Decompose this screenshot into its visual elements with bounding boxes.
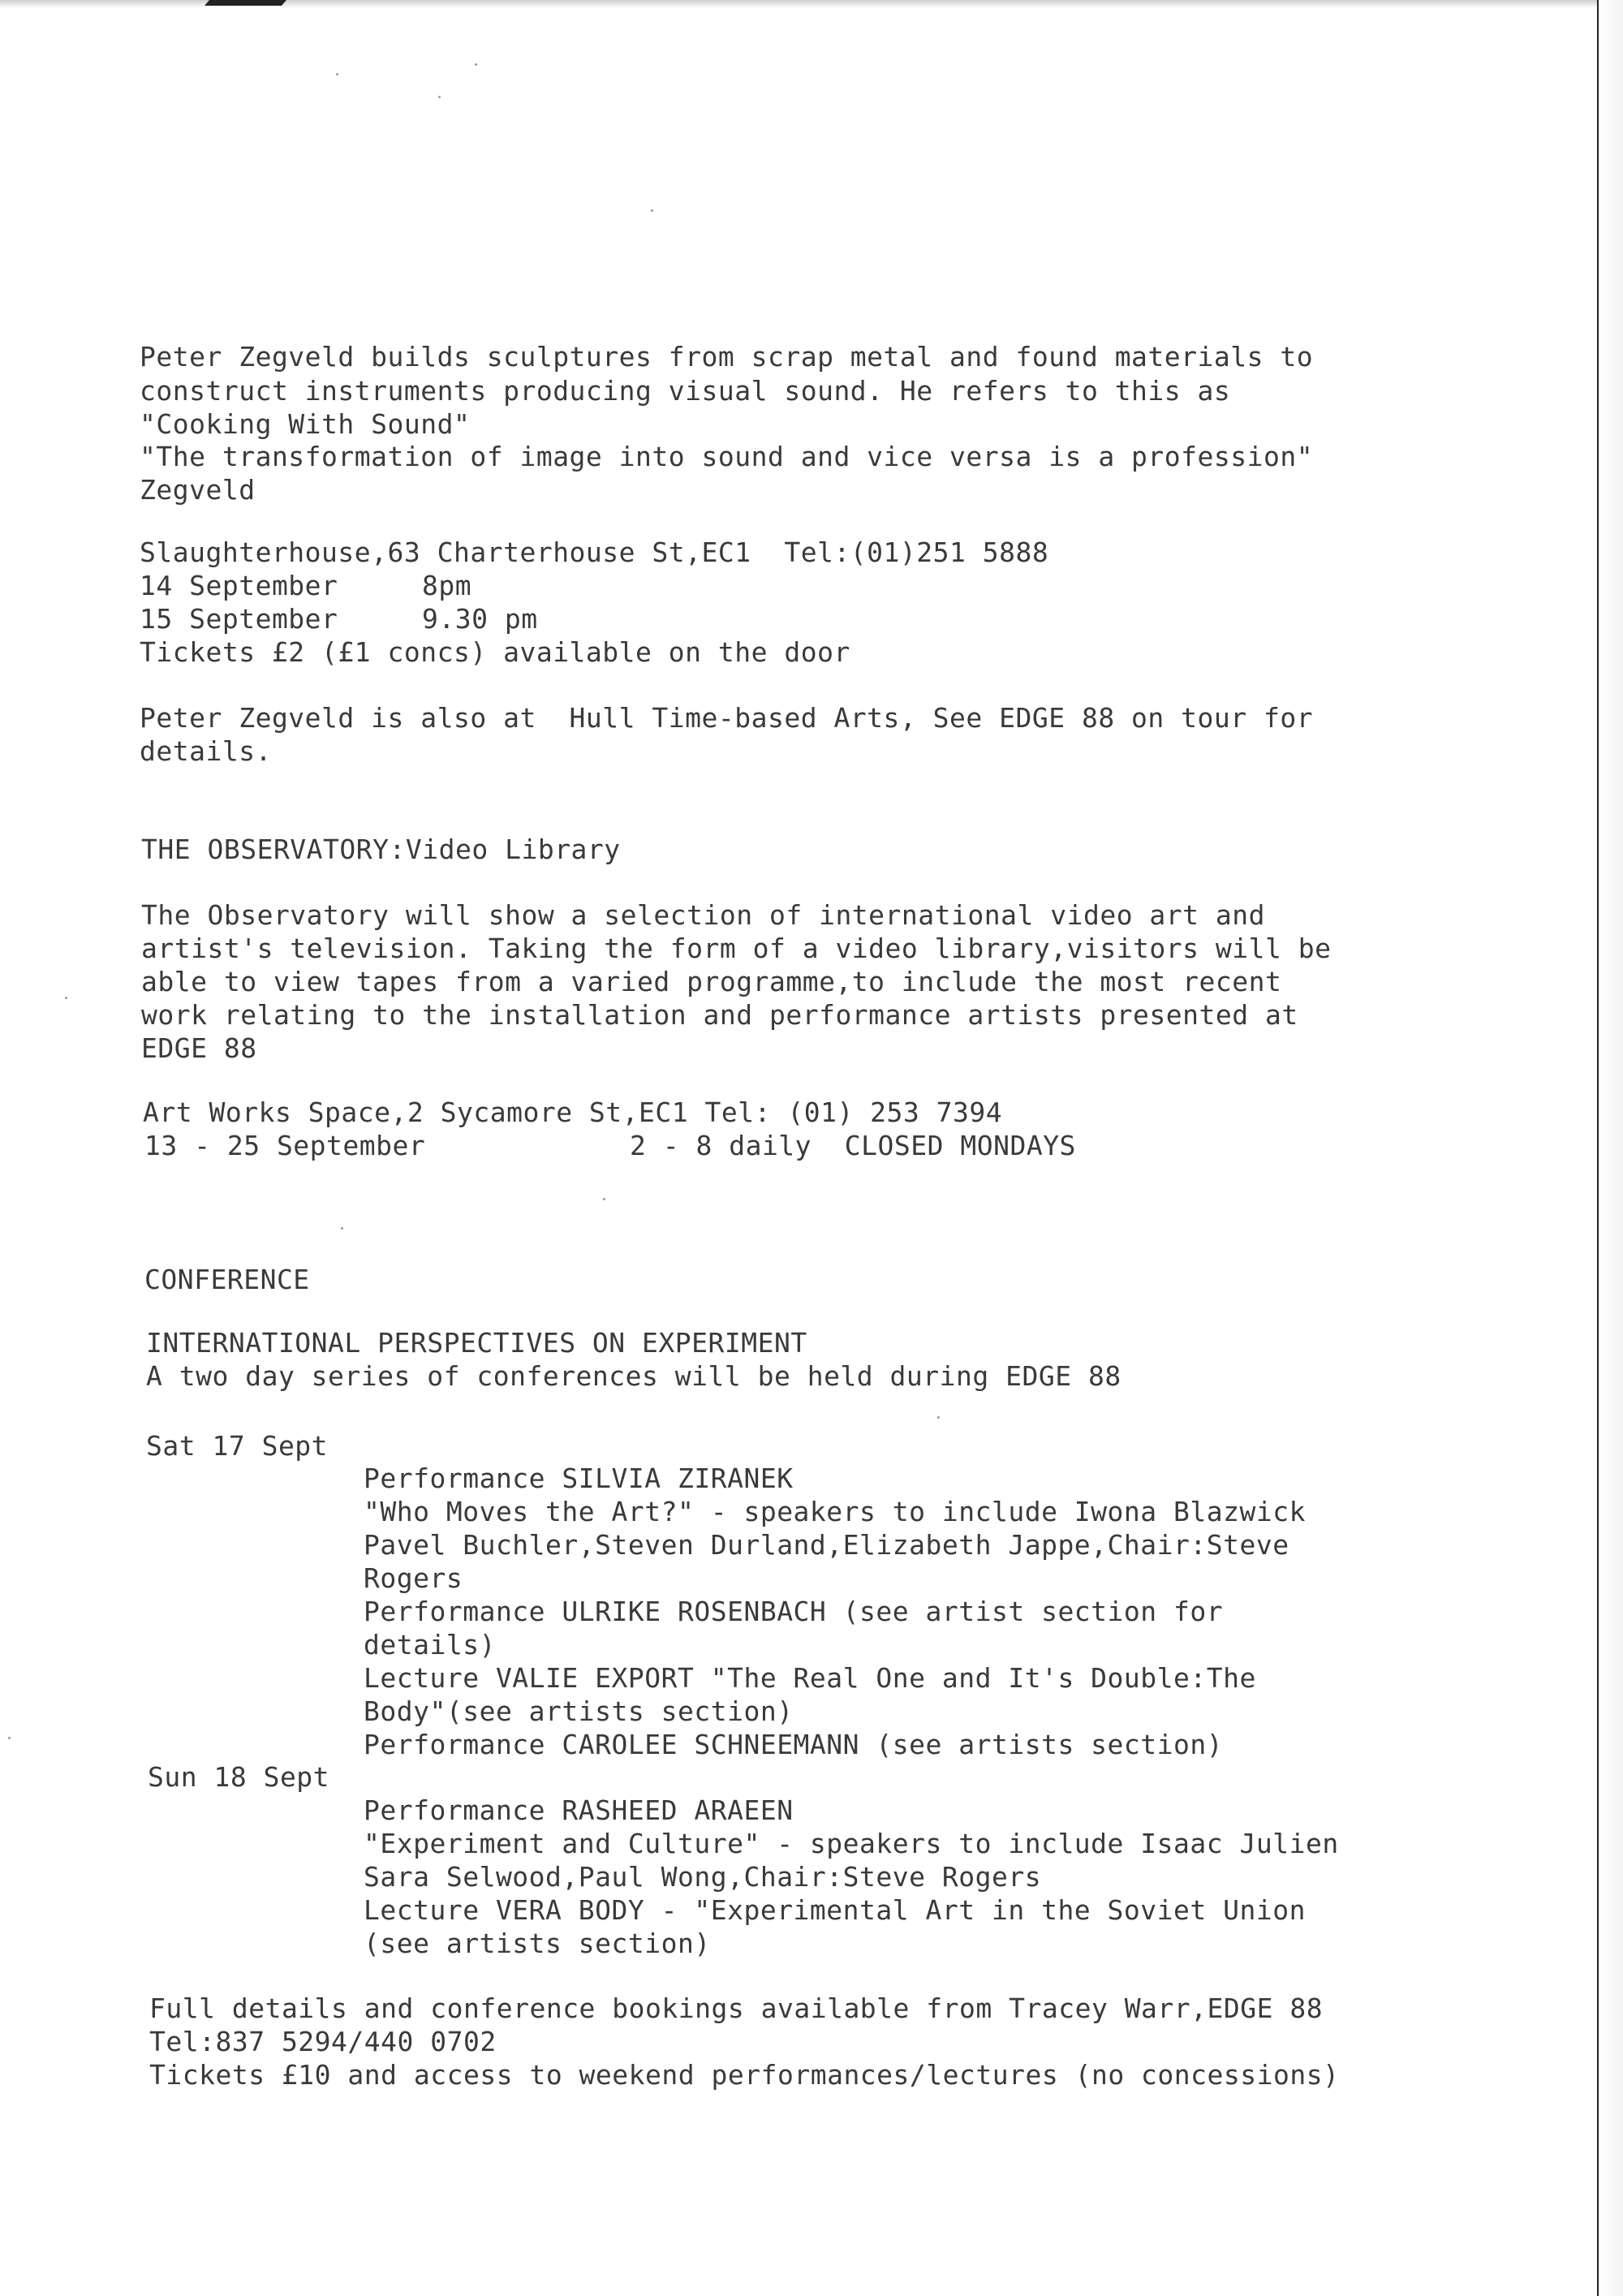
observatory-heading: THE OBSERVATORY:Video Library (141, 834, 621, 865)
conference-intro: A two day series of conferences will be held during EDGE 88 (146, 1360, 1121, 1392)
zegveld-quote-attribution: Zegveld (140, 474, 256, 506)
conference-footer-line: Full details and conference bookings available from Tracey Warr,EDGE 88 (149, 1992, 1324, 2024)
conference-item-line: Sara Selwood,Paul Wong,Chair:Steve Rogers (364, 1861, 1042, 1893)
observatory-hours: 2 - 8 daily CLOSED MONDAYS (630, 1130, 1076, 1161)
zegveld-quote-line: "The transformation of image into sound and vice versa is a profession" (140, 441, 1314, 472)
scan-speck (475, 63, 477, 66)
page-right-edge (1597, 0, 1623, 2296)
scan-speck (336, 73, 338, 75)
conference-footer-line: Tel:837 5294/440 0702 (149, 2026, 497, 2057)
observatory-paragraph-line: artist's television. Taking the form of a video library,visitors will be (141, 933, 1332, 964)
conference-item-line: Performance ULRIKE ROSENBACH (see artist section for (364, 1596, 1224, 1627)
conference-item-line: "Experiment and Culture" - speakers to include Isaac Julien (364, 1828, 1339, 1859)
conference-item-line: Body"(see artists section) (364, 1695, 794, 1727)
conference-item-line: details) (364, 1629, 496, 1661)
scan-speck (65, 997, 67, 999)
conference-item-line: Lecture VALIE EXPORT "The Real One and It's Double:The (364, 1662, 1256, 1694)
zegveld-date: 14 September (140, 570, 338, 601)
conference-day-label: Sun 18 Sept (148, 1761, 330, 1793)
zegveld-tickets: Tickets £2 (£1 concs) available on the door (140, 636, 850, 668)
conference-day-label: Sat 17 Sept (146, 1430, 329, 1462)
observatory-paragraph-line: EDGE 88 (141, 1032, 257, 1064)
observatory-dates: 13 - 25 September (144, 1130, 426, 1161)
conference-item-line: (see artists section) (364, 1928, 711, 1959)
zegveld-paragraph-line: "Cooking With Sound" (140, 408, 471, 440)
observatory-paragraph-line: able to view tapes from a varied programme,to include the most recent (141, 966, 1282, 997)
conference-item-line: Performance RASHEED ARAEEN (364, 1794, 794, 1826)
conference-item-line: Performance CAROLEE SCHNEEMANN (see artists section) (364, 1729, 1224, 1760)
zegveld-time: 9.30 pm (422, 603, 538, 635)
scan-speck (937, 1416, 940, 1419)
observatory-paragraph-line: work relating to the installation and performance artists presented at (141, 999, 1298, 1031)
conference-title: INTERNATIONAL PERSPECTIVES ON EXPERIMENT (146, 1327, 807, 1359)
observatory-venue: Art Works Space,2 Sycamore St,EC1 Tel: (01) 253 7394 (143, 1096, 1003, 1128)
zegveld-also-line: details. (140, 735, 272, 767)
zegveld-date: 15 September (140, 603, 338, 635)
zegveld-venue: Slaughterhouse,63 Charterhouse St,EC1 Tel:(01)251 5888 (140, 536, 1049, 568)
zegveld-time: 8pm (422, 570, 472, 601)
conference-heading: CONFERENCE (144, 1264, 310, 1295)
zegveld-paragraph-line: construct instruments producing visual sound. He refers to this as (140, 375, 1231, 407)
conference-item-line: Pavel Buchler,Steven Durland,Elizabeth Jappe,Chair:Steve (364, 1529, 1289, 1561)
conference-item-line: "Who Moves the Art?" - speakers to include Iwona Blazwick (364, 1496, 1306, 1527)
zegveld-paragraph-line: Peter Zegveld builds sculptures from scrap metal and found materials to (140, 341, 1314, 373)
scan-speck (341, 1227, 343, 1230)
zegveld-also-line: Peter Zegveld is also at Hull Time-based Arts, See EDGE 88 on tour for (140, 702, 1314, 734)
page-top-edge (0, 0, 1623, 8)
conference-item-line: Rogers (364, 1562, 463, 1594)
observatory-paragraph-line: The Observatory will show a selection of international video art and (141, 899, 1266, 931)
scan-speck (651, 209, 653, 212)
scan-speck (438, 96, 441, 98)
conference-footer-line: Tickets £10 and access to weekend performances/lectures (no concessions) (149, 2059, 1340, 2091)
scan-speck (8, 1737, 11, 1739)
conference-item-line: Lecture VERA BODY - "Experimental Art in the Soviet Union (364, 1894, 1306, 1926)
conference-item-line: Performance SILVIA ZIRANEK (364, 1462, 794, 1494)
scan-speck (603, 1198, 605, 1200)
